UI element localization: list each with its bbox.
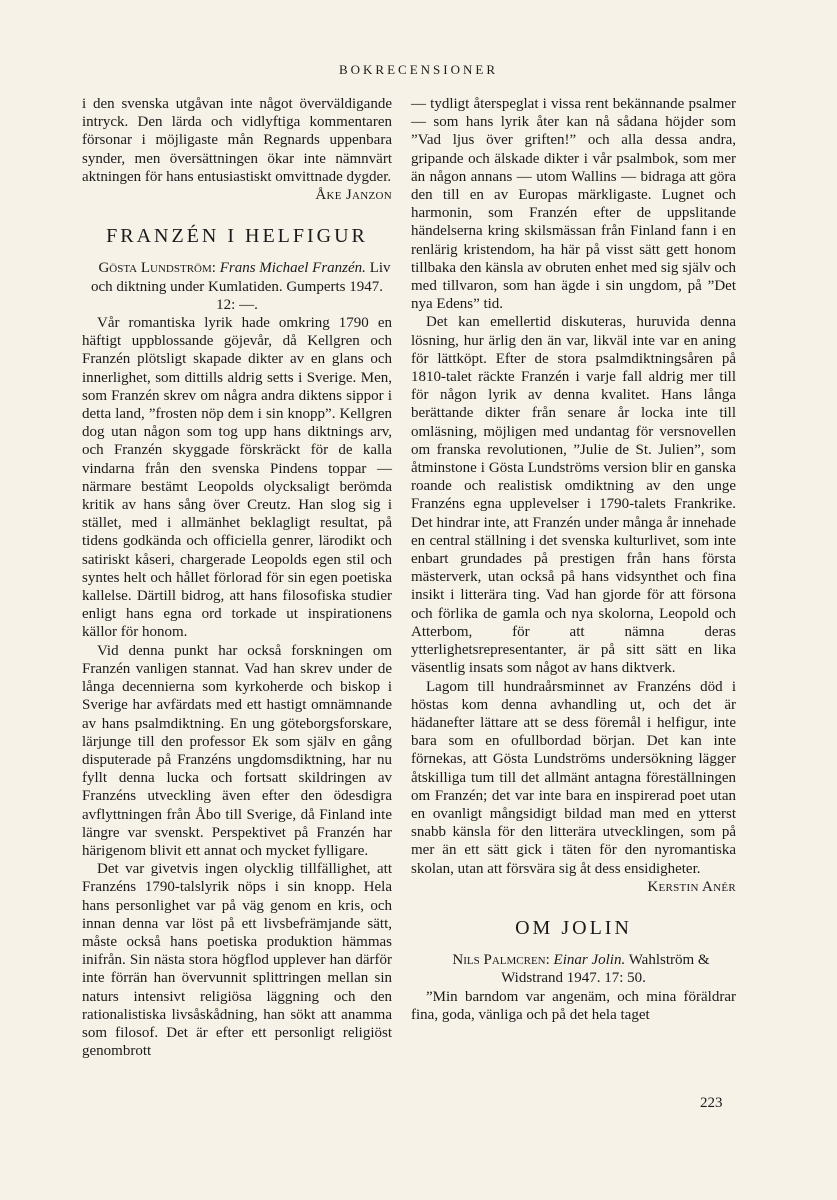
continuation-paragraph: i den svenska utgåvan inte något överväldigande intryck. Den lärda och vidlyftiga kommentaren försonar i möjligaste mån Regnards uppenbara synder, men översättningen ökar inte nämnvärt aktningen för hans entusiastiskt omvittnade dygder. Åke Janzon [82, 96, 392, 204]
citation-details: Liv och diktning under Kumlatiden. Gumperts 1947. 12: —. [90, 260, 391, 313]
body-paragraph: Lagom till hundraårsminnet av Franzéns död i höstas kom denna avhandling ut, och det är hädanefter lättare att se dess föremål i helfigur, inte bara som en ofullbordad början. Det kan inte förnekas, att Gösta Lundströms undersökning lägger åtskilliga tum till det allmänt antagna föreställningen om Franzén; det var inte bara en inspirerad poet utan en ovanligt mångsidigt bildad man med en ytterst snabb känsla för den litterära utvecklingen, som på mer än ett sätt gick i täten för den nyromantiska skolan, utan att försvära sig åt dess ensidigheter. Kerstin Anér [411, 678, 736, 895]
right-column [411, 95, 736, 1024]
book-citation [82, 259, 392, 314]
running-header: BOKRECENSIONER [338, 62, 498, 77]
review-title: OM JOLIN [515, 916, 632, 939]
signature: Åke Janzon [315, 187, 392, 204]
citation-details: Wahlström & Widstrand 1947. 17: 50. [501, 952, 710, 987]
citation-author: Gösta Lundström: [98, 260, 216, 277]
citation-book-title: Frans Michael Franzén. [219, 260, 366, 277]
signature: Kerstin Anér [647, 878, 736, 895]
review-title: FRANZÉN I HELFIGUR [106, 225, 368, 248]
body-paragraph: Det var givetvis ingen olycklig tillfällighet, att Franzéns 1790-talslyrik nöps i sin knopp. Hela hans personlighet var på väg genom en kris, och innan denna var löst på ett livsbefrämjande sätt, måste också hans poetiska produktion hämmas inifrån. Sin nästa stora högflod upplever han därför inte förrän han övervunnit splittringen mellan sin naturs intensivt religiösa läggning och den rationalistiska livsåskådning, han sökt att anamma som filosof. Det är efter ett personligt religiöst genombrott [82, 861, 392, 1060]
body-paragraph: — tydligt återspeglat i vissa rent bekännande psalmer — som hans lyrik åter kan nå sådana höjder som ”Vad ljus över griften!” och alla dessa andra, gripande och älskade dikter i vår psalmbok, som mer än någon annans — utom Wallins — bidraga att göra den till en av Europas märkligaste. Lugnet och harmonin, som Franzén efter de uppslitande händelserna kring skilsmässan från Finland fann i en renlärig kristendom, ha här på visst sätt gett honom tillbaka den känsla av obruten enhet med sig själv och med tillvaron, som han ägde i sin ungdom, på ”Det nya Edens” tid. [411, 96, 736, 313]
left-column [82, 95, 392, 1060]
body-paragraph: ”Min barndom var angenäm, och mina föräldrar fina, goda, vänliga och på det hela taget [411, 988, 736, 1023]
citation-book-title: Einar Jolin. [553, 952, 626, 969]
citation-author: Nils Palmcren: [452, 952, 550, 969]
body-paragraph: Vår romantiska lyrik hade omkring 1790 en häftigt uppblossande göjevår, då Kellgren och Franzén plötsligt skapade dikter av en glans och innerlighet, som dittills aldrig setts i Sverige. Men, som Franzén skrev om några andra diktens sippor i detta land, ”frosten nöp dem i sin knopp”. Kellgren dog utan någon som tog upp hans diktnings arv, och Franzén skyggade förskräckt för de kalla vindarna från den svenska Pindens toppar — närmare bestämt Leopolds olycksaligt berömda kritik av hans sång över Creutz. Han slog sig i stället, med i allmänhet beklagligt resultat, på tidens godkända och officiella genrer, lärodikt och satiriskt kåseri, chargerade Leopolds egen stil och syntes helt och hållet förlorad för sin egen poetiska kallelse. Därtill bidrog, att hans filosofiska studier enligt hans egna ord torkade ut inspirationens källor för honom. [82, 315, 392, 641]
book-citation [411, 951, 736, 987]
body-paragraph: Vid denna punkt har också forskningen om Franzén vanligen stannat. Vad han skrev under de långa decennierna som kyrkoherde och biskop i Sverige har avfärdats med ett hastigt omnämnande av hans psalmdiktning. En ung göteborgsforskare, lärjunge till den professor Ek som själv en gång disputerade på Franzéns ungdomsdiktning, har nu fyllt denna lucka och fortsatt skildringen av Franzéns utveckling även efter den ödesdigra avflyttningen från Åbo till Sverige, då Finland inte längre var svenskt. Perspektivet på Franzén har härigenom blivit ett annat och mycket fylligare. [82, 642, 392, 859]
body-paragraph: Det kan emellertid diskuteras, huruvida denna lösning, hur ärlig den än var, likväl inte var en aning för lättköpt. Efter de stora psalmdiktningsåren på 1810-talet räckte Franzén i varje fall aldrig mer till för någon lyrik av denna kvalitet. Hans långa berättande dikter från senare år locka inte till omläsning, möjligen med undantag för versnovellen om franska revolutionen, ”Julie de St. Julien”, som åtminstone i Gösta Lundströms version blir en ganska roande och realistisk omdiktning av den unge Franzéns egna upplevelser i 1790-talets Frankrike. Det hindrar inte, att Franzén under många år innehade en central ställning i det svenska kulturlivet, som inte enbart grundades på prestigen från hans första mästerverk, utan också på hans vidsynthet och fina insikt i litterära ting. Vad han gjorde för att försona och förlika de gamla och nya skolorna, Leopold och Atterbom, för att nämna deras ytterlighetsrepresentanter, är på sitt sätt en lika väsentlig insats som något av hans diktverk. [411, 314, 736, 677]
page-number: 223 [700, 1095, 723, 1111]
